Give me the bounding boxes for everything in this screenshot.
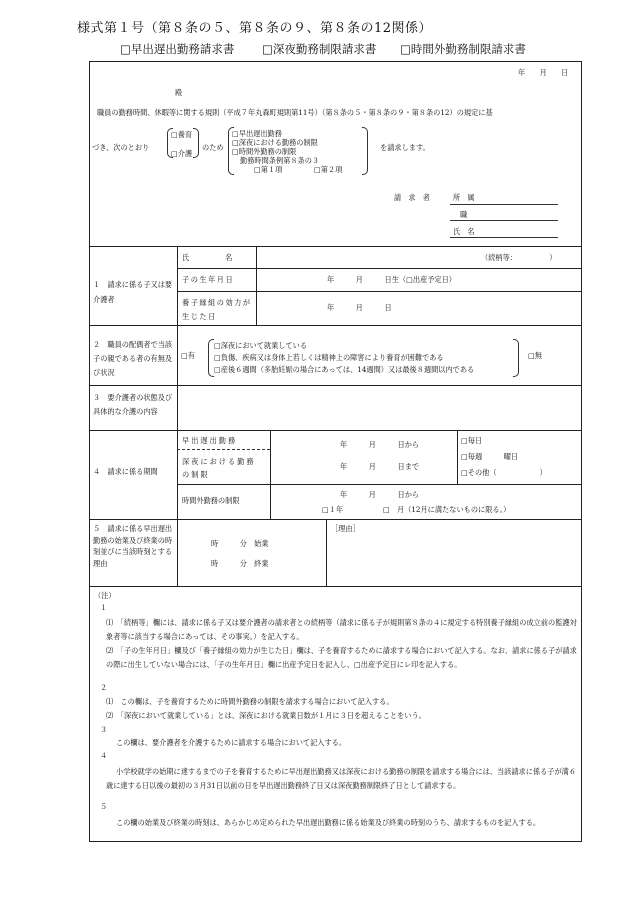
birthdate-label: 子の生年月日 (182, 275, 235, 284)
requester-name-field[interactable] (450, 237, 558, 238)
requester-label: 請 求 者 (394, 193, 430, 202)
adoption-date-field[interactable]: 年 月 日 (327, 303, 392, 312)
overtime-limit-label: 時間外勤務の制限 (182, 496, 240, 505)
spouse-disabled[interactable]: □負傷、疾病又は身体上若しくは精神上の障害により養育が困難である (214, 353, 444, 362)
divider (89, 385, 582, 386)
requester-dept-label: 所 属 (453, 193, 475, 202)
overtime-months[interactable]: □ 月（12月に満たないものに限る。） (383, 505, 511, 514)
form-number: 様式第１号（第８条の５、第８条の９、第８条の12関係） (77, 21, 433, 36)
spouse-night-work[interactable]: □深夜において就業している (214, 341, 308, 350)
note-1: １ (100, 603, 108, 612)
title-night[interactable]: □深夜勤務制限請求書 (262, 42, 377, 56)
section1-row-divider (177, 291, 582, 292)
addressee: 殿 (175, 88, 183, 97)
note-3: ３ (100, 725, 108, 734)
section4-col-divider (457, 430, 458, 484)
note-1-1: ⑴ 「続柄等」欄には、請求に係る子又は要介護者の請求者との続柄等（請求に係る子が規則第８条の４に規定する特別養子縁組の成立前の監護対象者等に該当する場合にあっては、その事実。）を記入する。 (106, 618, 577, 641)
purpose-overtime[interactable]: □時間外勤務の制限 (232, 147, 297, 156)
overtime-from[interactable]: 年 月 日から (340, 490, 420, 499)
note-5: ５ (100, 802, 108, 811)
divider (89, 430, 582, 431)
period-from[interactable]: 年 月 日から (340, 440, 420, 449)
section4-label: ４ 請求に係る期間 (93, 467, 158, 476)
note-2-2: ⑵ 「深夜において就業している」とは、深夜における就業日数が１月に３日を超えることをいう。 (106, 711, 426, 720)
section4-dashed-divider (177, 449, 270, 450)
end-time-field[interactable]: 時 分 終業 (211, 559, 269, 568)
purpose-early-late[interactable]: □早出遅出勤務 (232, 129, 282, 138)
note-5-1: この欄の始業及び終業の時刻は、あらかじめ定められた早出遅出勤務に係る始業及び終業の時刻のうち、請求するものを記入する。 (116, 818, 541, 827)
period-to[interactable]: 年 月 日まで (340, 462, 420, 471)
care-brace (193, 128, 199, 158)
requester-dept-field[interactable] (450, 204, 558, 205)
subclause-2[interactable]: □第２項 (314, 165, 343, 174)
name-label: 氏 名 (182, 253, 233, 262)
night-limit-label: 深夜における勤務の制限 (182, 457, 256, 479)
note-3-1: この欄は、要介護者を介護するために請求する場合において記入する。 (116, 738, 347, 747)
notes-heading: （注） (94, 591, 116, 600)
relationship-field[interactable]: （続柄等： ） (481, 253, 557, 262)
divider (89, 519, 582, 520)
note-4: ４ (100, 751, 108, 760)
note-2: ２ (100, 683, 108, 692)
frequency-weekly[interactable]: □毎週 曜日 (461, 452, 519, 461)
title-overtime[interactable]: □時間外勤務制限請求書 (400, 42, 526, 56)
ordinance-ref: 勤務時間条例第８条の３ (240, 156, 320, 165)
overtime-one-year[interactable]: □１年 (322, 505, 344, 514)
for-text: のため (202, 143, 224, 152)
intro-line2-end: を請求します。 (380, 143, 430, 152)
requester-name-label: 氏 名 (453, 227, 475, 236)
requester-position-label: 職 (460, 210, 468, 219)
frequency-other[interactable]: □その他（ ） (461, 468, 547, 477)
section3-label: ３ 要介護者の状態及び具体的な介護の内容 (93, 393, 173, 416)
spouse-no[interactable]: □無 (528, 351, 542, 360)
care-option-nursing[interactable]: □介護 (171, 149, 193, 158)
note-4-1: 小学校就学の始期に達するまでの子を養育するために早出遅出勤務又は深夜における勤務の制限を請求する場合には、当該請求に係る子が満６歳に達する日以後の最初の３月31日以前の日を早出遅出勤務終了日又は深夜勤務制限終了日として請求する。 (106, 767, 577, 790)
date-field[interactable]: 年 月 日 (518, 68, 569, 77)
care-option-rearing[interactable]: □養育 (171, 130, 193, 139)
title-early-late[interactable]: □早出遅出勤務請求書 (120, 42, 235, 56)
section1-col-divider (256, 246, 257, 325)
divider (89, 246, 582, 247)
birthdate-field[interactable]: 年 月 日生（□出産予定日） (327, 275, 456, 284)
note-2-1: ⑴ この欄は、子を養育するために時間外勤務の制限を請求する場合において記入する。 (106, 697, 394, 706)
reason-label: ［理由］ (331, 524, 360, 533)
note-1-2: ⑵ 「子の生年月日」欄及び「養子縁組の効力が生じた日」欄は、子を養育するために請求する場合において記入する。なお、請求に係る子が請求の際に出生していない場合には、「子の生年月日」欄に出産予定日を記入し、□出産予定日にレ印を記入する。 (106, 646, 577, 669)
section4-row-divider (177, 484, 582, 485)
frequency-daily[interactable]: □毎日 (461, 436, 483, 445)
adoption-label: 養子縁組の効力が生じた日 (182, 298, 252, 321)
start-time-field[interactable]: 時 分 始業 (211, 539, 269, 548)
subclause-1[interactable]: □第１項 (254, 165, 283, 174)
intro-line2-start: づき、次のとおり (92, 143, 150, 152)
section1-label: １ 請求に係る子又は要介護者 (93, 280, 173, 304)
spouse-brace (513, 339, 519, 377)
requester-position-field[interactable] (450, 220, 558, 221)
early-late-label: 早出遅出勤務 (182, 436, 238, 445)
purpose-brace (362, 127, 368, 175)
section5-col-divider (326, 519, 327, 586)
divider (89, 586, 582, 587)
section5-label: ５ 請求に係る早出遅出勤務の始業及び終業の時刻並びに当該時刻とする理由 (93, 524, 173, 568)
purpose-night[interactable]: □深夜における勤務の制限 (232, 138, 318, 147)
divider (89, 325, 582, 326)
spouse-yes[interactable]: □有 (181, 351, 195, 360)
section1-row-divider (177, 268, 582, 269)
spouse-maternity[interactable]: □産後６週間（多胎妊娠の場合にあっては、14週間）又は最後８週間以内である (214, 365, 475, 374)
intro-line1: 職員の勤務時間、休暇等に関する規則（平成７年丸森町規則第11号）（第８条の５・第８条の９・第８条の12）の規定に基 (97, 108, 493, 117)
section2-label: ２ 職員の配偶者で当該子の親である者の有無及び状況 (93, 340, 173, 377)
label-column-divider (177, 246, 178, 586)
section4-col-divider (270, 430, 271, 519)
